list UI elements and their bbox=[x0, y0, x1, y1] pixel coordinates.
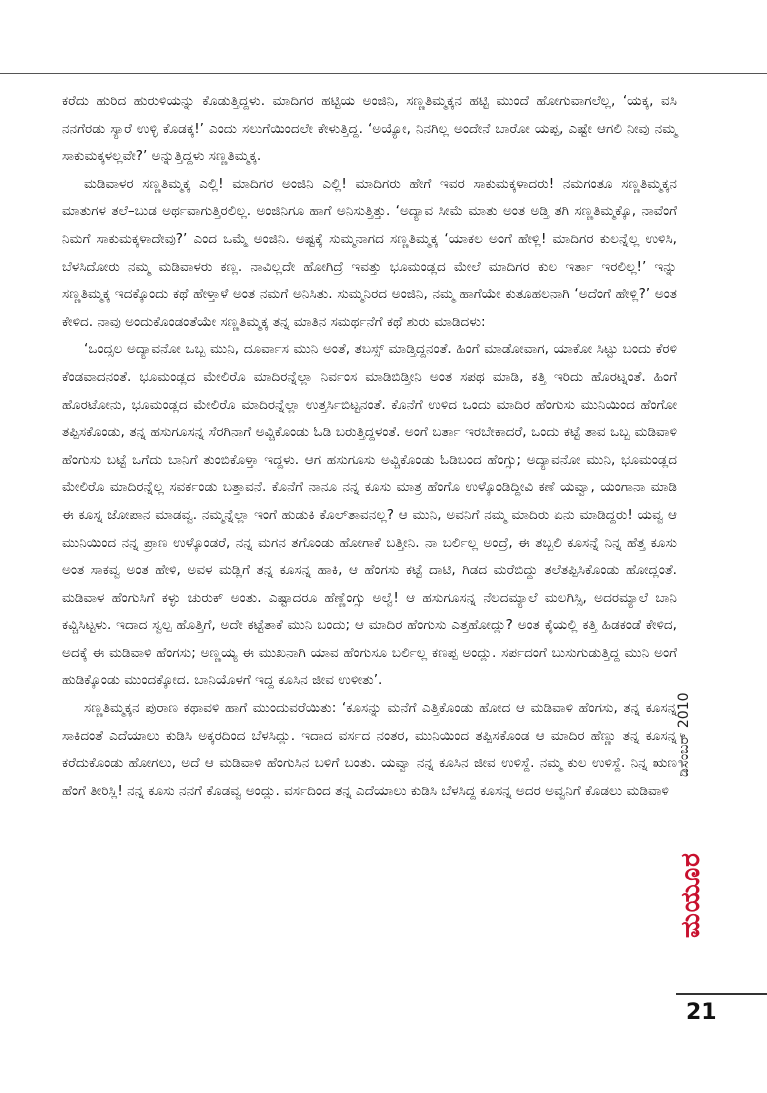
paragraph: ‘ಒಂದ್ಸಲ ಅದ್ಯಾವನೋ ಒಬ್ಬ ಮುನಿ, ದೂರ್ವಾಸ ಮುನಿ ಅಂತೆ, ತಬಸ್ಸ್ ಮಾಡ್ತಿದ್ದನಂತೆ. ಹಿಂಗೆ ಮಾಡೋವಾಗ, ಯಾಕೋ ಸಿಟ್ಟು ಬಂದು ಕೆರಳಿ ಕೆಂಡವಾದನಂತೆ. ಭೂಮಂಡ್ಲದ ಮೇಲಿರೊ ಮಾದಿರನ್ನೆಲ್ಲಾ ನಿರ್ವಂಸ ಮಾಡಿಬಿಡ್ತೀನಿ ಅಂತ ಸಪಥ ಮಾಡಿ, ಕತ್ತಿ ಇರಿದು ಹೊರಟ್ನಂತೆ. ಹಿಂಗೆ ಹೊರಟೋನು, ಭೂಮಂಡ್ಲದ ಮೇಲಿರೊ ಮಾದಿರನ್ನೆಲ್ಲಾ ಉತ್ತರ್ಸಿಬಿಟ್ಟನಂತೆ. ಕೊನೆಗೆ ಉಳಿದ ಒಂದು ಮಾದಿರ ಹೆಂಗುಸು ಮುನಿಯಿಂದ ಹೆಂಗೋ ತಪ್ಪಿಸಕೊಂಡು, ತನ್ನ ಹಸುಗೂಸನ್ನ ಸೆರಗಿನಾಗೆ ಅವ್ಚಿಕೊಂಡು ಓಡಿ ಬರುತ್ತಿದ್ದಳಂತೆ. ಅಂಗೆ ಬರ್ತಾ ಇರಬೇಕಾದರೆ, ಒಂದು ಕಟ್ಟೆ ತಾವ ಒಬ್ಬ ಮಡಿವಾಳಿ ಹೆಂಗುಸು ಬಟ್ಟೆ ಒಗೆದು ಬಾನಿಗೆ ತುಂಬಿಕೊಳ್ತಾ ಇದ್ದಳು. ಆಗ ಹಸುಗೂಸು ಅವ್ಚಿಕೊಂಡು ಓಡಿಬಂದ ಹೆಂಗ್ಸು; ಅದ್ಯಾವನೋ ಮುನಿ, ಭೂಮಂಡ್ಲದ ಮೇಲಿರೊ ಮಾದಿರನ್ನೆಲ್ಲ ಸವರ್ಕಂಡು ಬತ್ತಾವನೆ. ಕೊನೆಗೆ ನಾನೂ ನನ್ನ ಕೂಸು ಮಾತ್ರ ಹೆಂಗೊ ಉಳ್ಕೊಂಡಿದ್ದೀವಿ ಕಣೆ ಯವ್ವಾ, ಯಂಗಾನಾ ಮಾಡಿ ಈ ಕೂಸ್ನ ಜೋಪಾನ ಮಾಡವ್ವ. ನಮ್ಮನ್ನೆಲ್ಲಾ ಇಂಗೆ ಹುಡುಕಿ ಕೊಲ್‌ತಾವನಲ್ಲ? ಆ ಮುನಿ, ಅವನಿಗೆ ನಮ್ಮ ಮಾದಿರು ಏನು ಮಾಡಿದ್ದರು! ಯವ್ವ ಆ ಮುನಿಯಿಂದ ನನ್ನ ಪ್ರಾಣ ಉಳ್ಕೊಂಡರೆ, ನನ್ನ ಮಗನ ತಗೊಂಡು ಹೋಗಾಕೆ ಬತ್ತೀನಿ. ನಾ ಬರ್ಲಿಲ್ಲ ಅಂದ್ರೆ, ಈ ತಬ್ಬಲಿ ಕೂಸನ್ನೆ ನಿನ್ನ ಹೆತ್ತ ಕೂಸು ಅಂತ ಸಾಕವ್ವ ಅಂತ ಹೇಳಿ, ಅವಳ ಮಡ್ಲಿಗೆ ತನ್ನ ಕೂಸನ್ನ ಹಾಕಿ, ಆ ಹೆಂಗಸು ಕಟ್ಟೆ ದಾಟಿ, ಗಿಡದ ಮರೆಬಿದ್ದು ತಲೆತಪ್ಪಿಸಿಕೊಂಡು ಹೋದ್ಲಂತೆ. ಮಡಿವಾಳ ಹೆಂಗುಸಿಗೆ ಕಳ್ಳು ಚುರುಕ್ ಅಂತು. ಎಷ್ಟಾದರೂ ಹೆಣ್ಣೆಂಗ್ಸು ಅಲ್ವೆ! ಆ ಹಸುಗೂಸನ್ನ ನೆಲದಮ್ಯಾಲೆ ಮಲಗಿಸ್ಸಿ, ಅದರಮ್ಯಾಲೆ ಬಾನಿ ಕವ್ಚಿಸಿಟ್ಟಳು. ಇದಾದ ಸ್ವಲ್ಪ ಹೊತ್ತಿಗೆ, ಅದೇ ಕಟ್ಟೆತಾಕೆ ಮುನಿ ಬಂದು; ಆ ಮಾದಿರ ಹೆಂಗುಸು ಎತ್ತಹೋದ್ಲು? ಅಂತ ಕೈಯಲ್ಲಿ ಕತ್ತಿ ಹಿಡಕಂಡೆ ಕೇಳಿದ, ಅದಕ್ಕೆ ಈ ಮಡಿವಾಳಿ ಹೆಂಗಸು; ಅಣ್ಣಯ್ಯ ಈ ಮುಖನಾಗಿ ಯಾವ ಹೆಂಗುಸೂ ಬರ್ಲಿಲ್ಲ ಕಣಪ್ಪ ಅಂದ್ಲು. ಸರ್ಪದಂಗೆ ಬುಸುಗುಡುತ್ತಿದ್ದ ಮುನಿ ಅಂಗೆ ಹುಡಿಕ್ಕೊಂಡು ಮುಂದಕ್ಕೋದ. ಬಾನಿಯೊಳಗೆ ಇದ್ದ ಕೂಸಿನ ಜೀವ ಉಳೀತು’. bbox=[62, 341, 677, 689]
page-number: 21 bbox=[686, 1000, 717, 1025]
top-rule bbox=[0, 73, 767, 74]
magazine-logo: ಮಯೂರ bbox=[676, 852, 706, 938]
article-body bbox=[62, 88, 677, 805]
paragraph: ಕರೆದು ಹುರಿದ ಹುರುಳಿಯನ್ನು ಕೊಡುತ್ತಿದ್ದಳು. ಮಾದಿಗರ ಹಟ್ಟಿಯ ಅಂಜಿನಿ, ಸಣ್ಣತಿಮ್ಮಕ್ಕನ ಹಟ್ಟಿ ಮುಂದೆ ಹೋಗುವಾಗಲೆಲ್ಲ, ‘ಯಕ್ಕ, ವಸಿ ನನಗೆರಡು ಸ್ಯಾರೆ ಉಳ್ಳಿ ಕೊಡಕ್ಕ!’ ಎಂದು ಸಲುಗೆಯಿಂದಲೇ ಕೇಳುತ್ತಿದ್ದ. ‘ಅಯ್ಯೋ, ನಿನಗಿಲ್ಲ ಅಂದೇನೆ ಬಾರೋ ಯಪ್ಪ, ಎಷ್ಟೇ ಆಗಲಿ ನೀವು ನಮ್ಮ ಸಾಕುಮಕ್ಕಳಲ್ಲವೇ?’ ಅನ್ನುತ್ತಿದ್ದಳು ಸಣ್ಣತಿಮ್ಮಕ್ಕ. bbox=[62, 93, 677, 165]
paragraph: ಮಡಿವಾಳರ ಸಣ್ಣತಿಮ್ಮಕ್ಕ ಎಲ್ಲಿ! ಮಾದಿಗರ ಅಂಜಿನಿ ಎಲ್ಲಿ! ಮಾದಿಗರು ಹೇಗೆ ಇವರ ಸಾಕುಮಕ್ಕಳಾದರು! ನಮಗಂತೂ ಸಣ್ಣತಿಮ್ಮಕ್ಕನ ಮಾತುಗಳ ತಲೆ–ಬುಡ ಅರ್ಥವಾಗುತ್ತಿರಲಿಲ್ಲ. ಅಂಜಿನಿಗೂ ಹಾಗೆ ಅನಿಸುತ್ತಿತ್ತು. ‘ಅದ್ಯಾವ ಸೀಮೆ ಮಾತು ಅಂತ ಅಡ್ತಿ ತಗಿ ಸಣ್ಣತಿಮ್ಮಕ್ಕೊ, ನಾವೆಂಗೆ ನಿಮಗೆ ಸಾಕುಮಕ್ಕಳಾದೇವು?’ ಎಂದ ಒಮ್ಮೆ ಅಂಜಿನಿ. ಅಷ್ಟಕ್ಕೆ ಸುಮ್ಮನಾಗದ ಸಣ್ಣತಿಮ್ಮಕ್ಕ ‘ಯಾಕಲ ಅಂಗೆ ಹೇಳ್ಲಿ! ಮಾದಿಗರ ಕುಲನ್ನೆಲ್ಲ ಉಳಿಸಿ, ಬೆಳಸಿದೋರು ನಮ್ಮ ಮಡಿವಾಳರು ಕಣ್ಲ. ನಾವಿಲ್ಲದೇ ಹೋಗಿದ್ರೆ ಇವತ್ತು ಭೂಮಂಡ್ಲದ ಮೇಲೆ ಮಾದಿಗರ ಕುಲ ಇರ್ತಾ ಇರಲಿಲ್ಲ!’ ಇನ್ನು ಸಣ್ಣತಿಮ್ಮಕ್ಕ ಇದಕ್ಕೊಂದು ಕಥೆ ಹೇಳ್ತಾಳೆ ಅಂತ ನಮಗೆ ಅನಿಸಿತು. ಸುಮ್ಮನಿರದ ಅಂಜಿನಿ, ನಮ್ಮ ಹಾಗೆಯೇ ಕುತೂಹಲನಾಗಿ ‘ಅದೆಂಗೆ ಹೇಳ್ಲಿ?’ ಅಂತ ಕೇಳಿದ. ನಾವು ಅಂದುಕೊಂಡಂತೆಯೇ ಸಣ್ಣತಿಮ್ಮಕ್ಕ ತನ್ನ ಮಾತಿನ ಸಮರ್ಥನೆಗೆ ಕಥೆ ಶುರು ಮಾಡಿದಳು: bbox=[62, 175, 677, 330]
issue-date: ಡಿಸೆಂಬರ್ 2010 bbox=[676, 692, 692, 778]
page-number-rule bbox=[676, 993, 767, 995]
paragraph: ಸಣ್ಣತಿಮ್ಮಕ್ಕನ ಪುರಾಣ ಕಥಾವಳಿ ಹಾಗೆ ಮುಂದುವರೆಯಿತು: ‘ಕೂಸನ್ನು ಮನೆಗೆ ಎತ್ತಿಕೊಂಡು ಹೋದ ಆ ಮಡಿವಾಳಿ ಹೆಂಗಸು, ತನ್ನ ಕೂಸನ್ನ ಸಾಕಿದಂತೆ ಎದೆಯಾಲು ಕುಡಿಸಿ ಅಕ್ಕರದಿಂದ ಬೆಳಸಿದ್ಲು. ಇದಾದ ವರ್ಸದ ನಂತರ, ಮುನಿಯಿಂದ ತಪ್ಪಿಸಕೊಂಡ ಆ ಮಾದಿರ ಹೆಣ್ಣು ತನ್ನ ಕೂಸನ್ನ ಕರೆದುಕೊಂಡು ಹೋಗಲು, ಅದೆ ಆ ಮಡಿವಾಳಿ ಹೆಂಗುಸಿನ ಬಳಿಗೆ ಬಂತು. ಯವ್ವಾ ನನ್ನ ಕೂಸಿನ ಜೀವ ಉಳಿಸ್ದೆ. ನಮ್ಮ ಕುಲ ಉಳಿಸ್ದೆ. ನಿನ್ನ ಋಣ ಹೆಂಗೆ ತೀರಿಸ್ಲಿ! ನನ್ನ ಕೂಸು ನನಗೆ ಕೊಡವ್ವ ಅಂದ್ಲು. ವರ್ಸದಿಂದ ತನ್ನ ಎದೆಯಾಲು ಕುಡಿಸಿ ಬೆಳಸಿದ್ದ ಕೂಸನ್ನ ಅದರ ಅವ್ವನಿಗೆ ಕೊಡಲು ಮಡಿವಾಳಿ bbox=[62, 700, 677, 799]
